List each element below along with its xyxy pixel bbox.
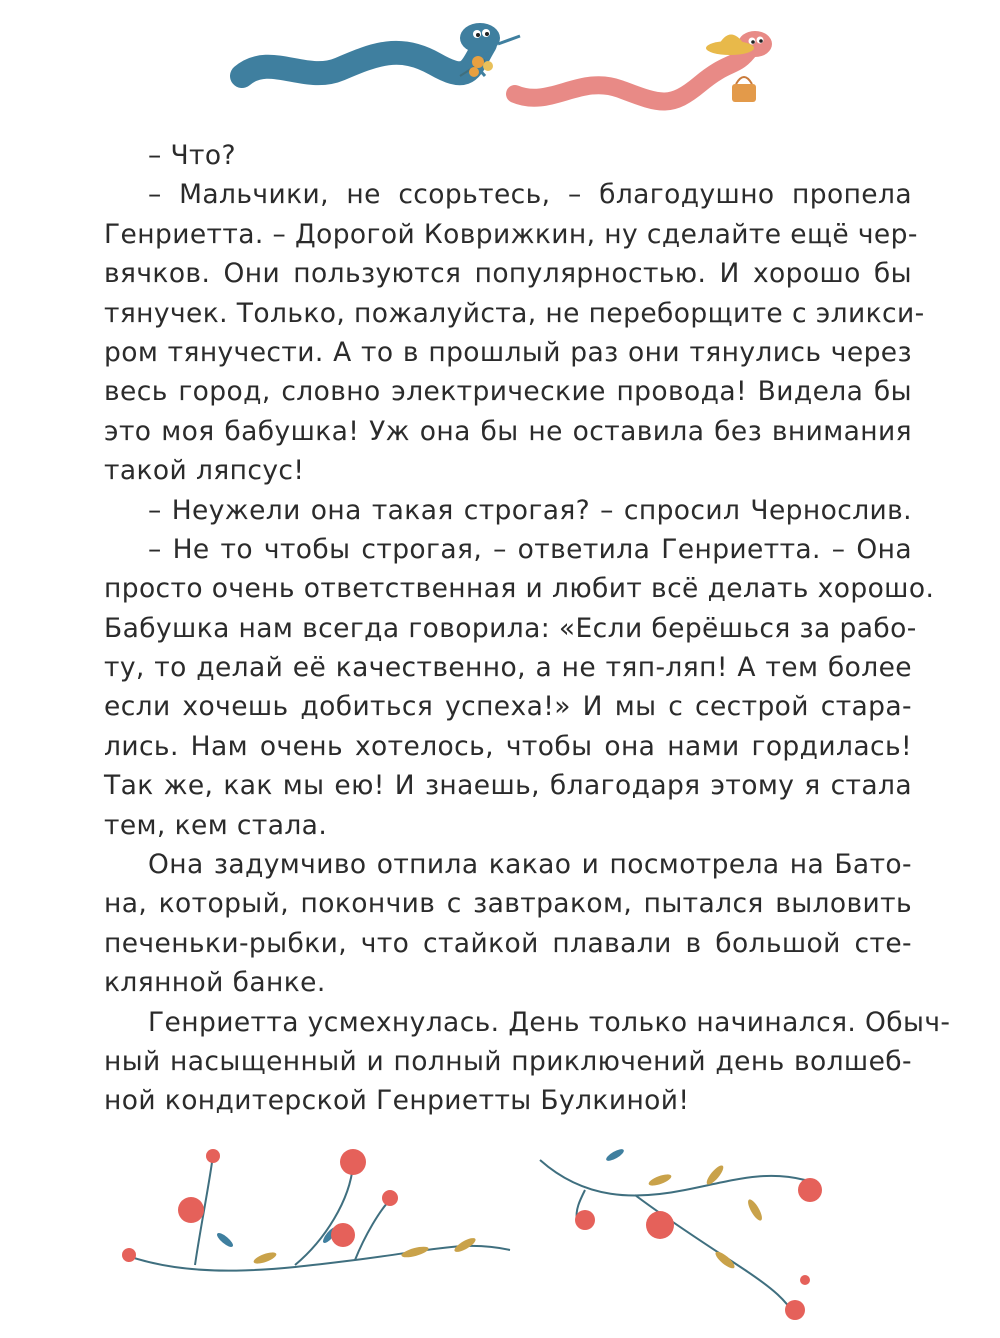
- text-line: – Не то чтобы строгая, – ответила Генриетта. – Она: [148, 533, 912, 565]
- text-line: тянучек. Только, пожалуйста, не переборщите с эликси-: [104, 297, 925, 329]
- text-line: тем, кем стала.: [104, 809, 328, 841]
- text-line: Так же, как мы ею! И знаешь, благодаря этому я стала: [104, 770, 912, 802]
- text-line: ный насыщенный и полный приключений день волшеб-: [104, 1045, 912, 1077]
- text-line: лись. Нам очень хотелось, чтобы она нами гордилась!: [104, 730, 912, 762]
- right-flower-branch-icon: [540, 1147, 822, 1320]
- flower-branches-illustration: [115, 1140, 835, 1335]
- text-line: ной кондитерской Генриетты Булкиной!: [104, 1085, 690, 1117]
- text-line: вячков. Они пользуются популярностью. И хорошо бы: [104, 258, 912, 290]
- blue-worm-icon: [242, 23, 520, 76]
- text-line: это моя бабушка! Уж она бы не оставила без внимания: [104, 415, 912, 447]
- worms-illustration: [230, 14, 790, 114]
- text-line: – Неужели она такая строгая? – спросил Чернослив.: [148, 494, 912, 526]
- text-line: печеньки-рыбки, что стайкой плавали в большой сте-: [104, 927, 912, 959]
- text-line: Генриетта усмехнулась. День только начинался. Обыч-: [148, 1006, 951, 1038]
- handbag-icon: [732, 77, 756, 102]
- text-line: просто очень ответственная и любит всё делать хорошо.: [104, 573, 935, 605]
- text-line: Бабушка нам всегда говорила: «Если берёшься за рабо-: [104, 612, 917, 644]
- text-line: на, который, покончив с завтраком, пытался выловить: [104, 888, 912, 920]
- text-line: ту, то делай её качественно, а не тяп-ляп! А тем более: [104, 652, 912, 684]
- text-line: такой ляпсус!: [104, 455, 305, 487]
- left-flower-branch-icon: [122, 1149, 510, 1271]
- text-line: Генриетта. – Дорогой Коврижкин, ну сделайте ещё чер-: [104, 218, 918, 250]
- text-line: клянной банке.: [104, 967, 326, 999]
- text-line: ром тянучести. А то в прошлый раз они тянулись через: [104, 336, 912, 368]
- text-line: весь город, словно электрические провода! Видела бы: [104, 376, 912, 408]
- text-line: Она задумчиво отпила какао и посмотрела на Бато-: [148, 849, 912, 881]
- story-text: [104, 136, 951, 1121]
- text-line: – Что?: [148, 140, 236, 171]
- text-line: если хочешь добиться успеха!» И мы с сестрой стара-: [104, 691, 912, 723]
- text-line: – Мальчики, не ссорьтесь, – благодушно пропела: [148, 179, 912, 211]
